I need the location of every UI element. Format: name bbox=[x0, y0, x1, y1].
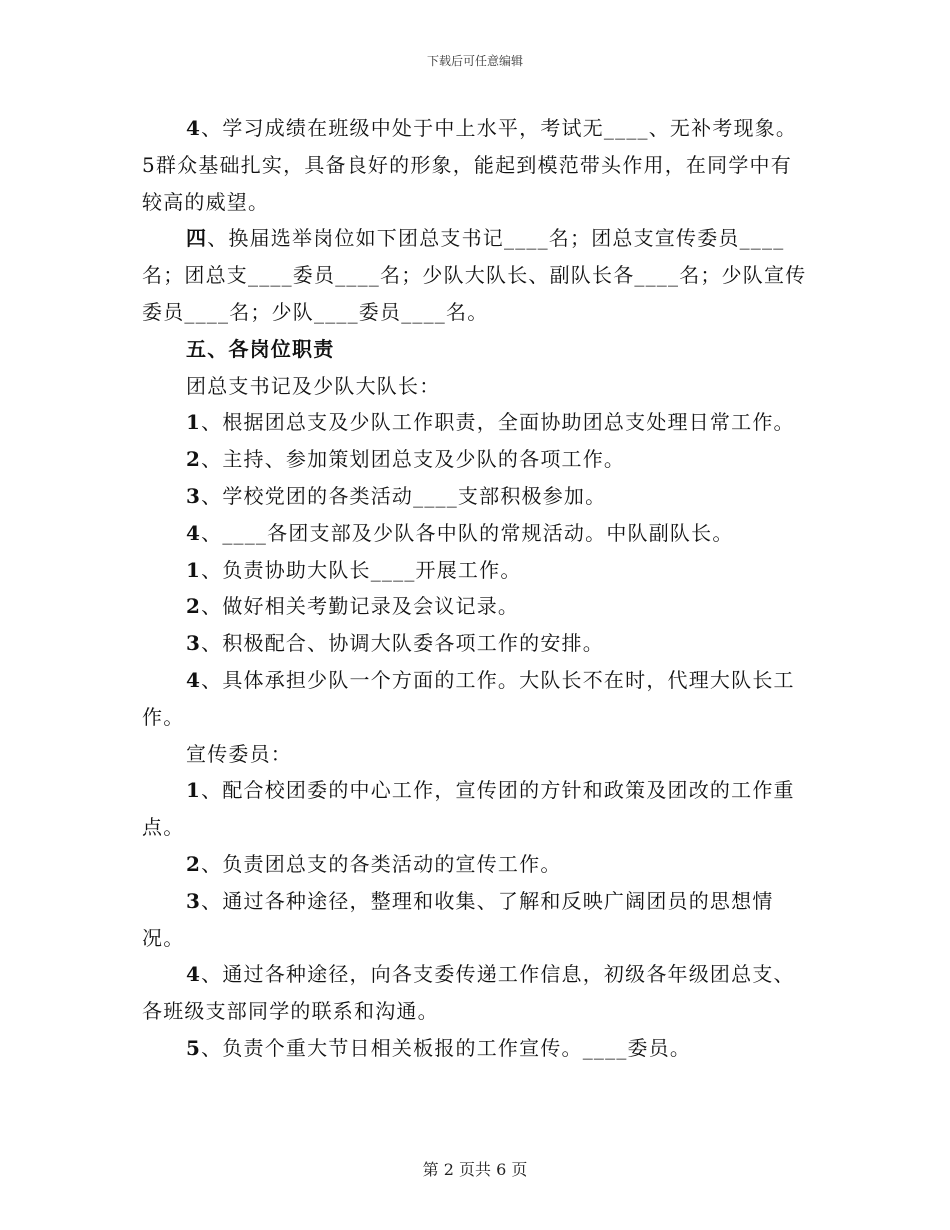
paragraph-item bbox=[142, 147, 812, 221]
paragraph-text: 、负责个重大节日相关板报的工作宣传。____委员。 bbox=[201, 1035, 692, 1060]
paragraph-text: 、____各团支部及少队各中队的常规活动。中队副队长。 bbox=[201, 520, 734, 545]
paragraph-text: 、具体承担少队一个方面的工作。大队长不在时，代理大队长工作。 bbox=[142, 667, 795, 729]
paragraph-item bbox=[142, 220, 812, 330]
paragraph-number: 4 bbox=[186, 116, 202, 140]
paragraph-number: 四 bbox=[186, 226, 208, 251]
paragraph-number: 2 bbox=[186, 594, 202, 619]
section-heading: 五、各岗位职责 bbox=[186, 336, 335, 361]
paragraph-item bbox=[142, 772, 812, 846]
page-footer: 第 2 页共 6 页 bbox=[422, 1160, 528, 1179]
paragraph-item bbox=[142, 1030, 812, 1067]
paragraph-item bbox=[142, 441, 812, 478]
paragraph-text: 、负责协助大队长____开展工作。 bbox=[201, 557, 522, 582]
paragraph-number: 1 bbox=[186, 557, 202, 582]
subsection-label: 团总支书记及少队大队长： bbox=[186, 373, 441, 398]
page-header: 下载后可任意编辑 bbox=[426, 54, 523, 68]
paragraph-number: 1 bbox=[186, 410, 202, 435]
paragraph-item bbox=[142, 478, 812, 515]
paragraph-item bbox=[142, 883, 812, 957]
paragraph-number: 5 bbox=[186, 1035, 202, 1060]
paragraph-item bbox=[142, 552, 812, 589]
paragraph-number: 4 bbox=[186, 667, 202, 692]
paragraph-text: 、学习成绩在班级中处于中上水平，考试无____、无补考现象。 bbox=[201, 116, 798, 140]
paragraph-item bbox=[142, 846, 812, 883]
paragraph-number: 3 bbox=[186, 483, 202, 508]
paragraph-text: 、学校党团的各类活动____支部积极参加。 bbox=[201, 483, 607, 508]
paragraph-number: 2 bbox=[186, 447, 202, 472]
document-body bbox=[142, 110, 812, 1067]
paragraph-text: 、通过各种途径，向各支委传递工作信息，初级各年级团总支、各班级支部同学的联系和沟通。 bbox=[142, 962, 795, 1024]
paragraph-item bbox=[142, 110, 812, 147]
paragraph-text: 、根据团总支及少队工作职责，全面协助团总支处理日常工作。 bbox=[201, 410, 795, 435]
paragraph-number: 4 bbox=[186, 520, 202, 545]
paragraph-item bbox=[142, 404, 812, 441]
paragraph-item bbox=[142, 515, 812, 552]
paragraph-text: 、负责团总支的各类活动的宣传工作。 bbox=[201, 851, 562, 876]
paragraph-number: 4 bbox=[186, 962, 202, 987]
paragraph-number: 2 bbox=[186, 851, 202, 876]
subsection-label: 宣传委员： bbox=[186, 741, 292, 766]
paragraph-text: 、换届选举岗位如下团总支书记____名；团总支宣传委员____名；团总支____委员____名；少队大队长、副队长各____名；少队宣传委员____名；少队____委员____名。 bbox=[142, 226, 807, 324]
paragraph-text: 、主持、参加策划团总支及少队的各项工作。 bbox=[201, 447, 626, 472]
paragraph-text: 、做好相关考勤记录及会议记录。 bbox=[201, 594, 520, 619]
paragraph-number: 1 bbox=[186, 778, 202, 803]
paragraph-number: 3 bbox=[186, 631, 202, 656]
paragraph-text: 、积极配合、协调大队委各项工作的安排。 bbox=[201, 631, 604, 656]
paragraph-item bbox=[142, 662, 812, 736]
paragraph-number: 3 bbox=[186, 888, 202, 913]
paragraph-item bbox=[142, 625, 812, 662]
paragraph-text: 5群众基础扎实，具备良好的形象，能起到模范带头作用，在同学中有较高的威望。 bbox=[142, 152, 792, 214]
paragraph-text: 、通过各种途径，整理和收集、了解和反映广阔团员的思想情况。 bbox=[142, 888, 774, 950]
paragraph-item bbox=[142, 956, 812, 1030]
paragraph-text: 、配合校团委的中心工作，宣传团的方针和政策及团改的工作重点。 bbox=[142, 778, 795, 840]
paragraph-item bbox=[142, 588, 812, 625]
